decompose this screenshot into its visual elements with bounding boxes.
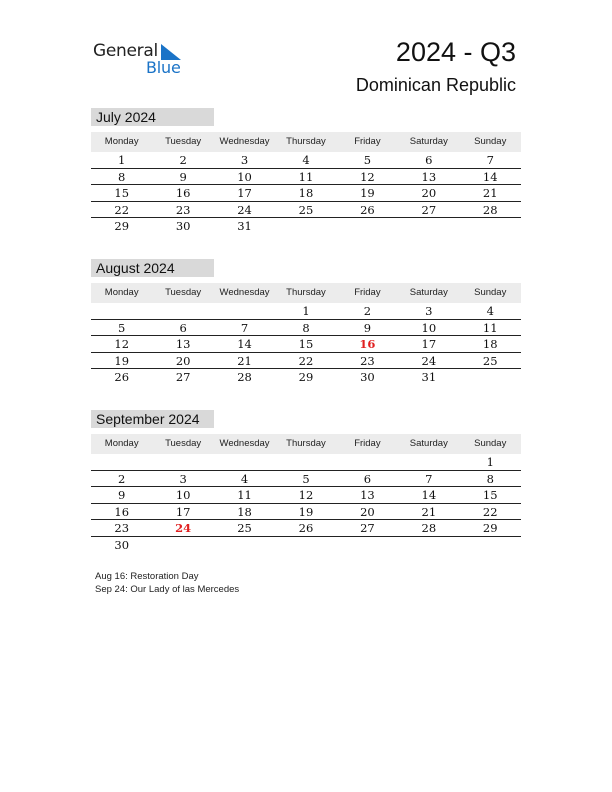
day-cell: 18 xyxy=(482,337,498,352)
day-cell: 22 xyxy=(114,202,130,217)
day-cell: 2 xyxy=(363,304,372,318)
weekday-header xyxy=(91,283,521,303)
day-cell: 7 xyxy=(240,320,249,335)
day-cell: 20 xyxy=(421,186,437,201)
holiday-note: Sep 24: Our Lady of las Mercedes xyxy=(95,584,240,595)
day-cell: 30 xyxy=(114,537,130,552)
day-cell: 23 xyxy=(360,353,375,368)
month-grid xyxy=(91,454,521,554)
empty-day-cell xyxy=(214,537,275,554)
day-cell: 29 xyxy=(482,521,498,536)
day-cell: 7 xyxy=(425,471,433,486)
week-row xyxy=(91,185,521,202)
empty-day-cell xyxy=(275,537,336,554)
day-cell: 29 xyxy=(298,370,314,385)
empty-day-cell xyxy=(214,303,275,319)
holiday-notes xyxy=(95,570,239,596)
day-cell: 13 xyxy=(175,337,191,352)
empty-day-cell xyxy=(398,218,459,235)
week-row xyxy=(91,218,521,235)
day-cell: 4 xyxy=(302,153,310,167)
week-row xyxy=(91,202,521,219)
month-grid xyxy=(91,303,521,386)
day-cell: 6 xyxy=(179,320,187,335)
day-cell: 1 xyxy=(302,304,310,318)
day-cell: 23 xyxy=(175,202,191,217)
day-cell: 25 xyxy=(237,521,252,536)
day-cell: 11 xyxy=(298,169,314,184)
day-cell: 19 xyxy=(298,504,314,519)
day-cell: 16 xyxy=(175,186,191,201)
weekday-label: Tuesday xyxy=(165,136,202,147)
day-cell: 3 xyxy=(240,153,249,167)
weekday-label: Sunday xyxy=(474,136,507,147)
day-cell: 9 xyxy=(118,488,126,503)
week-row xyxy=(91,169,521,186)
day-cell: 24 xyxy=(421,353,437,368)
empty-day-cell xyxy=(275,454,336,470)
day-cell: 14 xyxy=(482,169,498,184)
day-cell: 3 xyxy=(425,304,433,318)
holiday-day-cell: 24 xyxy=(175,521,192,536)
weekday-label: Tuesday xyxy=(165,438,202,449)
day-cell: 6 xyxy=(363,471,372,486)
empty-day-cell xyxy=(337,537,398,554)
day-cell: 31 xyxy=(237,219,252,234)
day-cell: 4 xyxy=(486,304,494,318)
day-cell: 25 xyxy=(298,202,314,217)
weekday-label: Wednesday xyxy=(219,287,270,298)
day-cell: 28 xyxy=(482,202,498,217)
month-label: July 2024 xyxy=(91,108,214,126)
day-cell: 12 xyxy=(360,169,375,184)
empty-day-cell xyxy=(337,454,398,470)
day-cell: 22 xyxy=(482,504,498,519)
month-august xyxy=(91,259,521,386)
day-cell: 27 xyxy=(360,521,375,536)
day-cell: 15 xyxy=(298,337,314,352)
day-cell: 1 xyxy=(118,153,126,167)
weekday-label: Friday xyxy=(354,136,381,147)
weekday-label: Thursday xyxy=(286,136,326,147)
empty-day-cell xyxy=(91,303,152,319)
day-cell: 3 xyxy=(179,471,187,486)
weekday-header xyxy=(91,132,521,152)
day-cell: 5 xyxy=(302,471,310,486)
day-cell: 6 xyxy=(425,153,433,167)
week-row xyxy=(91,487,521,504)
week-row xyxy=(91,471,521,488)
empty-day-cell xyxy=(152,303,213,319)
day-cell: 30 xyxy=(360,370,375,385)
empty-day-cell xyxy=(337,218,398,235)
day-cell: 19 xyxy=(114,353,130,368)
month-july xyxy=(91,108,521,235)
holiday-day-cell: 16 xyxy=(359,337,376,352)
day-cell: 13 xyxy=(421,169,437,184)
weekday-label: Monday xyxy=(104,287,139,298)
country-name: Dominican Republic xyxy=(355,75,516,95)
day-cell: 29 xyxy=(114,219,130,234)
day-cell: 8 xyxy=(118,169,126,184)
weekday-label: Thursday xyxy=(286,438,326,449)
day-cell: 19 xyxy=(360,186,375,201)
week-row xyxy=(91,353,521,370)
week-row xyxy=(91,537,521,554)
day-cell: 9 xyxy=(179,169,187,184)
day-cell: 4 xyxy=(240,471,249,486)
day-cell: 28 xyxy=(237,370,252,385)
weekday-label: Saturday xyxy=(409,287,448,298)
month-label: September 2024 xyxy=(91,410,214,428)
page-title: 2024 - Q3 xyxy=(395,37,516,67)
empty-day-cell xyxy=(152,537,213,554)
weekday-header xyxy=(91,434,521,454)
weekday-label: Saturday xyxy=(409,136,448,147)
holiday-note: Aug 16: Restoration Day xyxy=(95,571,199,582)
weekday-label: Friday xyxy=(354,438,381,449)
day-cell: 1 xyxy=(486,455,494,469)
day-cell: 10 xyxy=(237,169,252,184)
day-cell: 18 xyxy=(237,504,252,519)
day-cell: 21 xyxy=(421,504,437,519)
weekday-label: Friday xyxy=(354,287,381,298)
day-cell: 26 xyxy=(298,521,314,536)
day-cell: 11 xyxy=(482,320,498,335)
day-cell: 17 xyxy=(175,504,191,519)
day-cell: 27 xyxy=(175,370,191,385)
month-september xyxy=(91,410,521,554)
day-cell: 9 xyxy=(363,320,372,335)
week-row xyxy=(91,369,521,386)
day-cell: 24 xyxy=(237,202,252,217)
day-cell: 10 xyxy=(421,320,437,335)
empty-day-cell xyxy=(275,218,336,235)
day-cell: 22 xyxy=(298,353,314,368)
day-cell: 16 xyxy=(114,504,130,519)
week-row xyxy=(91,320,521,337)
weekday-label: Wednesday xyxy=(219,136,270,147)
empty-day-cell xyxy=(398,537,459,554)
day-cell: 31 xyxy=(421,370,437,385)
day-cell: 20 xyxy=(175,353,191,368)
weekday-label: Thursday xyxy=(286,287,326,298)
day-cell: 14 xyxy=(237,337,252,352)
empty-day-cell xyxy=(152,454,213,470)
day-cell: 5 xyxy=(363,153,372,167)
day-cell: 26 xyxy=(360,202,375,217)
day-cell: 13 xyxy=(360,488,375,503)
week-row xyxy=(91,336,521,353)
weekday-label: Tuesday xyxy=(165,287,202,298)
day-cell: 23 xyxy=(114,521,130,536)
day-cell: 15 xyxy=(482,488,498,503)
weekday-label: Saturday xyxy=(409,438,448,449)
day-cell: 8 xyxy=(486,471,494,486)
empty-day-cell xyxy=(91,454,152,470)
week-row xyxy=(91,454,521,471)
day-cell: 21 xyxy=(237,353,252,368)
day-cell: 12 xyxy=(114,337,130,352)
generalblue-logo xyxy=(93,41,203,77)
empty-day-cell xyxy=(460,537,521,554)
day-cell: 11 xyxy=(237,488,252,503)
logo-text-general: General xyxy=(93,41,158,61)
day-cell: 21 xyxy=(482,186,498,201)
logo-text-blue: Blue xyxy=(146,58,181,77)
week-row xyxy=(91,303,521,320)
day-cell: 12 xyxy=(298,488,314,503)
week-row xyxy=(91,504,521,521)
day-cell: 18 xyxy=(298,186,314,201)
day-cell: 14 xyxy=(421,488,437,503)
empty-day-cell xyxy=(460,369,521,386)
month-label: August 2024 xyxy=(91,259,214,277)
day-cell: 28 xyxy=(421,521,437,536)
week-row xyxy=(91,520,521,537)
empty-day-cell xyxy=(398,454,459,470)
empty-day-cell xyxy=(214,454,275,470)
weekday-label: Wednesday xyxy=(219,438,270,449)
day-cell: 17 xyxy=(237,186,252,201)
day-cell: 27 xyxy=(421,202,437,217)
weekday-label: Sunday xyxy=(474,287,507,298)
week-row xyxy=(91,152,521,169)
day-cell: 5 xyxy=(118,320,126,335)
empty-day-cell xyxy=(460,218,521,235)
day-cell: 25 xyxy=(482,353,498,368)
day-cell: 10 xyxy=(175,488,191,503)
day-cell: 8 xyxy=(302,320,310,335)
day-cell: 15 xyxy=(114,186,130,201)
day-cell: 20 xyxy=(360,504,375,519)
day-cell: 2 xyxy=(179,153,187,167)
weekday-label: Monday xyxy=(104,136,139,147)
month-grid xyxy=(91,152,521,235)
day-cell: 26 xyxy=(114,370,130,385)
day-cell: 2 xyxy=(118,471,126,486)
day-cell: 17 xyxy=(421,337,437,352)
day-cell: 7 xyxy=(486,153,494,167)
weekday-label: Sunday xyxy=(474,438,507,449)
day-cell: 30 xyxy=(175,219,191,234)
weekday-label: Monday xyxy=(104,438,139,449)
